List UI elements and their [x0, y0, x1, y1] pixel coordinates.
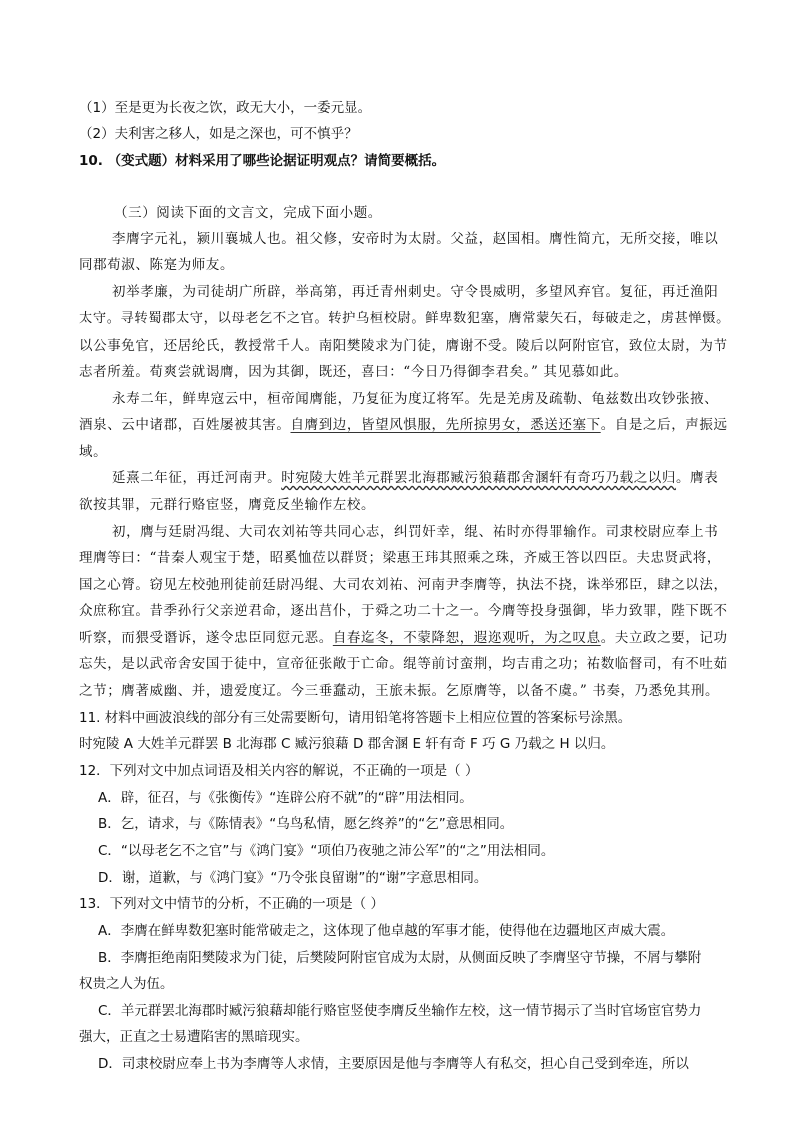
passage-line: 理膺等曰：“昔秦人观宝于楚，昭奚恤莅以群贤；梁惠王玮其照乘之珠，齐威王答以四臣。夫忠贤武将，	[79, 550, 721, 566]
passage-line: 欲按其罪，元群行赂宦竖，膺竟反坐输作左校。	[79, 497, 376, 513]
underlined-sentence: 自膺到边，皆望风惧服，先所掠男女，悉送还塞下	[290, 417, 601, 433]
passage-line: 忘失，是以武帝舍安国于徒中，宣帝征张敞于亡命。绲等前讨蛮荆，均吉甫之功；祐数临督司，有不吐茹	[79, 656, 728, 672]
q13-option-a: A．李膺在鲜卑数犯塞时能常破走之，这体现了他卓越的军事才能，使得他在边疆地区声威大震。	[98, 923, 675, 939]
q12-option-b: B．乞，请求，与《陈情表》“乌鸟私情，愿乞终养”的“乞”意思相同。	[98, 816, 514, 832]
q12-option-a: A．辟，征召，与《张衡传》“连辟公府不就”的“辟”用法相同。	[98, 790, 473, 806]
q13-option-c-cont: 强大，正直之士易遭陷害的黑暗现实。	[79, 1029, 309, 1045]
passage-line: 众庶称宜。昔季孙行父亲逆君命，逐出莒仆，于舜之功二十之一。今膺等投身强御，毕力致罪，陛下既不	[79, 603, 728, 619]
q12-option-d: D．谢，道歉，与《鸿门宴》“乃令张良留谢”的“谢”字意思相同。	[98, 870, 488, 886]
question-13: 13．下列对文中情节的分析，不正确的一项是（ ）	[79, 896, 384, 912]
passage-line: 同郡荀淑、陈寔为师友。	[79, 257, 235, 273]
sub-question-1: （1）至是更为长夜之饮，政无大小，一委元显。	[79, 100, 372, 116]
passage-line: 以公事免官，还居纶氏，教授常千人。南阳樊陵求为门徒，膺谢不受。陵后以阿附宦官，致位太尉，为节	[79, 338, 728, 354]
question-11-options: 时宛陵 A 大姓羊元群罢 B 北海郡 C 臧污狼藉 D 郡舍溷 E 轩有奇 F 巧 G 乃载之 H 以归。	[79, 736, 615, 752]
passage-line-underlined: 酒泉、云中诸郡，百姓屡被其害。自膺到边，皆望风惧服，先所掠男女，悉送还塞下。自是之后，声振远	[79, 417, 728, 433]
sub-question-2: （2）夫利害之移人，如是之深也，可不慎乎？	[79, 126, 358, 142]
q13-option-b: B．李膺拒绝南阳樊陵求为门徒，后樊陵阿附宦官成为太尉，从侧面反映了李膺坚守节操，不屑与攀附	[98, 950, 702, 966]
passage-line-underlined: 听察，而猥受谮诉，遂令忠臣同愆元恶。自春迄冬，不蒙降恕，遐迩观听，为之叹息。夫立政之要，记功	[79, 630, 728, 646]
passage-line: 初举孝廉，为司徒胡广所辟，举高第，再迁青州刺史。守令畏威明，多望风弃官。复征，再迁渔阳	[112, 284, 719, 300]
q13-option-d: D．司隶校尉应奉上书为李膺等人求情，主要原因是他与李膺等人有私交，担心自己受到牵连，所以	[98, 1056, 689, 1072]
wavy-underlined-sentence: 时宛陵大姓羊元群罢北海郡臧污狼藉郡舍溷轩有奇巧乃载之以归	[281, 470, 677, 486]
underlined-sentence: 自春迄冬，不蒙降恕，遐迩观听，为之叹息	[332, 630, 601, 646]
passage-line: 域。	[79, 444, 108, 460]
passage-line-wavy: 延熹二年征，再迁河南尹。时宛陵大姓羊元群罢北海郡臧污狼藉郡舍溷轩有奇巧乃载之以归。膺表	[112, 470, 719, 486]
question-12: 12．下列对文中加点词语及相关内容的解说，不正确的一项是（ ）	[79, 763, 479, 779]
q13-option-b-cont: 权贵之人为伍。	[79, 976, 174, 992]
passage-line: 李膺字元礼，颍川襄城人也。祖父修，安帝时为太尉。父益，赵国相。膺性简亢，无所交接，唯以	[112, 231, 719, 247]
q13-option-c: C．羊元群罢北海郡时臧污狼藉却能行赂宦竖使李膺反坐输作左校，这一情节揭示了当时官场宦官势力	[98, 1003, 702, 1019]
passage-line: 志者所羞。荀爽尝就谒膺，因为其御，既还，喜曰：“今日乃得御李君矣。” 其见慕如此。	[79, 364, 628, 380]
question-10: 10. （变式题）材料采用了哪些论据证明观点？请简要概括。	[79, 153, 446, 169]
passage-line: 初，膺与廷尉冯绲、大司农刘祐等共同心志，纠罚奸幸，绲、祐时亦得罪输作。司隶校尉应奉上书	[112, 524, 719, 540]
passage-line: 之节；膺著威幽、并，遗爱度辽。今三垂蠢动，王旅未振。乞原膺等，以备不虞。” 书奏，乃悉免其刑。	[79, 683, 720, 699]
passage-line: 永寿二年，鲜卑寇云中，桓帝闻膺能，乃复征为度辽将军。先是羌虏及疏勒、龟兹数出攻钞张掖、	[112, 391, 719, 407]
section-heading: （三）阅读下面的文言文，完成下面小题。	[114, 205, 382, 221]
passage-line: 国之心膂。窃见左校弛刑徒前廷尉冯绲、大司农刘祐、河南尹李膺等，执法不挠，诛举邪臣，肆之以法，	[79, 577, 728, 593]
passage-line: 太守。寻转蜀郡太守，以母老乞不之官。转护乌桓校尉。鲜卑数犯塞，膺常蒙矢石，每破走之，虏甚惮慑。	[79, 311, 730, 326]
q12-option-c: C．“以母老乞不之官”与《鸿门宴》“项伯乃夜驰之沛公军”的“之”用法相同。	[98, 843, 555, 859]
question-11: 11. 材料中画波浪线的部分有三处需要断句，请用铅笔将答题卡上相应位置的答案标号涂黑。	[79, 710, 632, 726]
